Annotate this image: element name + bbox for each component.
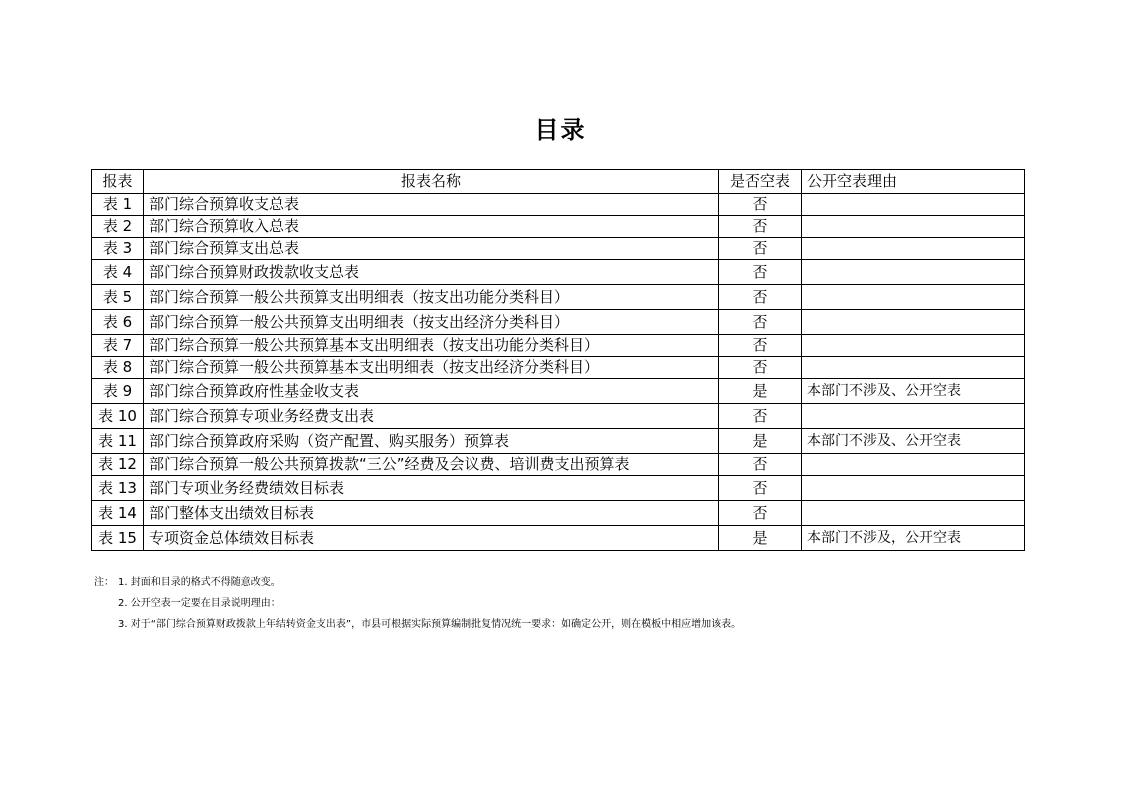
report-id-cell: 表 13 bbox=[92, 476, 144, 501]
is-empty-cell: 否 bbox=[719, 454, 802, 476]
report-id-cell: 表 12 bbox=[92, 454, 144, 476]
note-item bbox=[94, 572, 741, 593]
report-id-cell: 表 10 bbox=[92, 404, 144, 429]
table-row bbox=[92, 501, 1025, 526]
report-name-cell: 部门综合预算政府性基金收支表 bbox=[144, 379, 719, 404]
note-item bbox=[94, 593, 741, 614]
is-empty-cell: 否 bbox=[719, 404, 802, 429]
table-body bbox=[92, 194, 1025, 551]
report-name-cell: 部门综合预算收入总表 bbox=[144, 216, 719, 238]
report-id-cell: 表 2 bbox=[92, 216, 144, 238]
is-empty-cell: 是 bbox=[719, 429, 802, 454]
table-row bbox=[92, 260, 1025, 285]
is-empty-cell: 否 bbox=[719, 285, 802, 310]
is-empty-cell: 否 bbox=[719, 238, 802, 260]
is-empty-cell: 否 bbox=[719, 260, 802, 285]
table-row bbox=[92, 285, 1025, 310]
report-name-cell: 部门综合预算专项业务经费支出表 bbox=[144, 404, 719, 429]
is-empty-cell: 是 bbox=[719, 379, 802, 404]
report-name-cell: 部门综合预算一般公共预算拨款“三公”经费及会议费、培训费支出预算表 bbox=[144, 454, 719, 476]
reason-cell bbox=[802, 501, 1025, 526]
table-row bbox=[92, 194, 1025, 216]
table-row bbox=[92, 379, 1025, 404]
report-id-cell: 表 7 bbox=[92, 335, 144, 357]
report-id-cell: 表 15 bbox=[92, 526, 144, 551]
reason-cell bbox=[802, 285, 1025, 310]
is-empty-cell: 否 bbox=[719, 194, 802, 216]
reason-cell bbox=[802, 454, 1025, 476]
report-name-cell: 部门综合预算政府采购（资产配置、购买服务）预算表 bbox=[144, 429, 719, 454]
table-row bbox=[92, 357, 1025, 379]
note-text: 1. 封面和目录的格式不得随意改变。 bbox=[118, 577, 281, 588]
report-name-cell: 部门综合预算一般公共预算基本支出明细表（按支出经济分类科目） bbox=[144, 357, 719, 379]
report-id-cell: 表 4 bbox=[92, 260, 144, 285]
table-row bbox=[92, 310, 1025, 335]
is-empty-cell: 否 bbox=[719, 216, 802, 238]
reason-cell bbox=[802, 194, 1025, 216]
note-text: 2. 公开空表一定要在目录说明理由： bbox=[118, 598, 281, 609]
reason-cell: 本部门不涉及、公开空表 bbox=[802, 379, 1025, 404]
table-row bbox=[92, 335, 1025, 357]
report-id-cell: 表 11 bbox=[92, 429, 144, 454]
reason-cell bbox=[802, 357, 1025, 379]
report-name-cell: 部门专项业务经费绩效目标表 bbox=[144, 476, 719, 501]
header-report-id: 报表 bbox=[92, 170, 144, 194]
note-text: 3. 对于“部门综合预算财政拨款上年结转资金支出表”，市县可根据实际预算编制批复情况统一要求：如确定公开，则在模板中相应增加该表。 bbox=[118, 619, 742, 630]
report-id-cell: 表 5 bbox=[92, 285, 144, 310]
reason-cell bbox=[802, 476, 1025, 501]
report-name-cell: 部门综合预算财政拨款收支总表 bbox=[144, 260, 719, 285]
reason-cell: 本部门不涉及、公开空表 bbox=[802, 429, 1025, 454]
table-row bbox=[92, 238, 1025, 260]
notes-section bbox=[94, 572, 741, 635]
report-name-cell: 部门综合预算收支总表 bbox=[144, 194, 719, 216]
reason-cell bbox=[802, 335, 1025, 357]
notes-prefix: 注： bbox=[94, 577, 114, 588]
report-name-cell: 部门综合预算一般公共预算支出明细表（按支出功能分类科目） bbox=[144, 285, 719, 310]
reason-cell bbox=[802, 404, 1025, 429]
report-name-cell: 部门整体支出绩效目标表 bbox=[144, 501, 719, 526]
reason-cell bbox=[802, 216, 1025, 238]
is-empty-cell: 否 bbox=[719, 335, 802, 357]
table-row bbox=[92, 404, 1025, 429]
report-id-cell: 表 6 bbox=[92, 310, 144, 335]
is-empty-cell: 否 bbox=[719, 476, 802, 501]
catalog-table bbox=[91, 169, 1025, 551]
table-row bbox=[92, 216, 1025, 238]
is-empty-cell: 否 bbox=[719, 357, 802, 379]
table-row bbox=[92, 526, 1025, 551]
is-empty-cell: 否 bbox=[719, 310, 802, 335]
header-is-empty: 是否空表 bbox=[719, 170, 802, 194]
report-id-cell: 表 1 bbox=[92, 194, 144, 216]
is-empty-cell: 是 bbox=[719, 526, 802, 551]
reason-cell bbox=[802, 260, 1025, 285]
report-name-cell: 专项资金总体绩效目标表 bbox=[144, 526, 719, 551]
table-header-row bbox=[92, 170, 1025, 194]
report-name-cell: 部门综合预算一般公共预算基本支出明细表（按支出功能分类科目） bbox=[144, 335, 719, 357]
reason-cell: 本部门不涉及，公开空表 bbox=[802, 526, 1025, 551]
report-id-cell: 表 14 bbox=[92, 501, 144, 526]
reason-cell bbox=[802, 238, 1025, 260]
header-report-name: 报表名称 bbox=[144, 170, 719, 194]
reason-cell bbox=[802, 310, 1025, 335]
is-empty-cell: 否 bbox=[719, 501, 802, 526]
note-item bbox=[94, 614, 741, 635]
report-name-cell: 部门综合预算支出总表 bbox=[144, 238, 719, 260]
header-reason: 公开空表理由 bbox=[802, 170, 1025, 194]
page-title: 目录 bbox=[534, 116, 587, 144]
report-id-cell: 表 9 bbox=[92, 379, 144, 404]
report-id-cell: 表 3 bbox=[92, 238, 144, 260]
report-name-cell: 部门综合预算一般公共预算支出明细表（按支出经济分类科目） bbox=[144, 310, 719, 335]
report-id-cell: 表 8 bbox=[92, 357, 144, 379]
table-row bbox=[92, 476, 1025, 501]
table-row bbox=[92, 454, 1025, 476]
table-row bbox=[92, 429, 1025, 454]
